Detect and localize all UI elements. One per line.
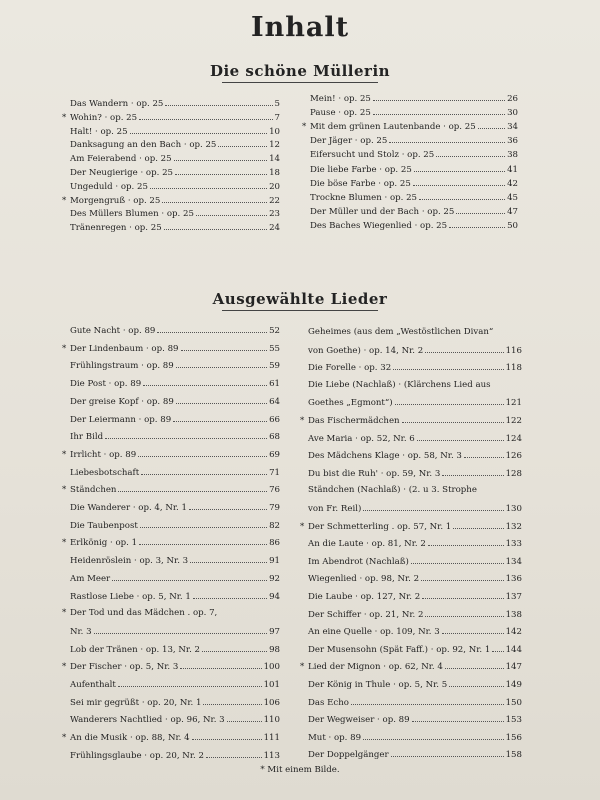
toc-entry	[62, 696, 280, 709]
toc-entry	[300, 660, 522, 673]
toc-entry	[300, 748, 522, 761]
picture-marker: *	[62, 113, 67, 123]
dot-leader	[143, 377, 267, 386]
entry-title: Die Laube · op. 127, Nr. 2	[308, 592, 421, 602]
dot-leader	[180, 660, 261, 669]
entry-title: Der Wegweiser · op. 89	[308, 715, 410, 725]
dot-leader	[373, 106, 505, 115]
entry-page-number: 122	[505, 416, 522, 426]
entry-page-number: 132	[505, 522, 522, 532]
dot-leader	[192, 731, 262, 740]
entry-title: von Goethe) · op. 14, Nr. 2	[308, 346, 424, 356]
toc-entry	[300, 361, 522, 374]
toc-entry	[62, 194, 280, 207]
entry-title: Der Tod und das Mädchen . op. 7,	[70, 608, 218, 618]
entry-title: Das Echo	[308, 698, 349, 708]
entry-page-number: 136	[505, 574, 522, 584]
entry-page-number: 68	[269, 432, 280, 442]
dot-leader	[411, 555, 504, 564]
entry-title: An die Musik · op. 88, Nr. 4	[70, 733, 190, 743]
entry-title: Der Leiermann · op. 89	[70, 415, 172, 425]
entry-title: Gute Nacht · op. 89	[70, 326, 156, 336]
entry-page-number: 106	[263, 698, 280, 708]
entry-page-number: 34	[507, 122, 518, 132]
section-title-underline	[222, 310, 378, 311]
entry-page-number: 124	[505, 434, 522, 444]
entry-title: Am Meer	[70, 574, 111, 584]
dot-leader	[141, 466, 267, 475]
dot-leader	[449, 219, 505, 228]
entry-title: Der Jäger · op. 25	[310, 136, 388, 146]
entry-page-number: 144	[505, 645, 522, 655]
entry-title: Der Neugierige · op. 25	[70, 168, 174, 178]
toc-entry	[300, 713, 522, 726]
dot-leader	[419, 191, 505, 200]
toc-entry	[62, 731, 280, 744]
entry-page-number: 30	[507, 108, 518, 118]
entry-page-number: 100	[263, 662, 280, 672]
picture-marker: *	[62, 662, 67, 672]
picture-marker: *	[300, 662, 305, 672]
dot-leader	[218, 138, 267, 147]
toc-entry	[300, 696, 522, 709]
dot-leader	[164, 221, 267, 230]
entry-page-number: 24	[269, 223, 280, 233]
dot-leader	[157, 324, 267, 333]
entry-page-number: 55	[269, 344, 280, 354]
dot-leader	[445, 660, 504, 669]
dot-leader	[412, 713, 504, 722]
entry-page-number: 5	[274, 99, 280, 109]
dot-leader	[453, 520, 503, 529]
toc-entry	[302, 92, 518, 105]
entry-page-number: 69	[269, 450, 280, 460]
dot-leader	[112, 572, 267, 581]
toc-entry	[300, 678, 522, 691]
entry-page-number: 92	[269, 574, 280, 584]
dot-leader	[442, 625, 504, 634]
entry-page-number: 118	[505, 363, 522, 373]
toc-entry	[300, 731, 522, 744]
entry-page-number: 18	[269, 168, 280, 178]
toc-entry	[62, 138, 280, 151]
dot-leader	[363, 731, 504, 740]
entry-title: Aufenthalt	[70, 680, 116, 690]
entry-title: Die Forelle · op. 32	[308, 363, 392, 373]
entry-title: Ungeduld · op. 25	[70, 182, 148, 192]
dot-leader	[421, 572, 504, 581]
toc-entry	[62, 466, 280, 479]
toc-entry	[300, 379, 522, 391]
entry-title: Pause · op. 25	[310, 108, 371, 118]
entry-page-number: 134	[505, 557, 522, 567]
entry-page-number: 45	[507, 193, 518, 203]
entry-page-number: 47	[507, 207, 518, 217]
dot-leader	[436, 148, 505, 157]
toc-entry	[300, 643, 522, 656]
entry-page-number: 59	[269, 361, 280, 371]
toc-entry	[302, 219, 518, 232]
dot-leader	[105, 430, 267, 439]
toc-entry	[300, 432, 522, 445]
section-title-text: Ausgewählte Lieder	[212, 290, 388, 308]
dot-leader	[456, 205, 505, 214]
dot-leader	[165, 97, 272, 106]
footnote: * Mit einem Bilde.	[260, 765, 340, 775]
entry-page-number: 12	[269, 140, 280, 150]
toc-entry	[62, 152, 280, 165]
entry-title: Des Baches Wiegenlied · op. 25	[310, 221, 448, 231]
dot-leader	[413, 177, 505, 186]
entry-page-number: 116	[505, 346, 522, 356]
dot-leader	[428, 537, 504, 546]
dot-leader	[174, 152, 267, 161]
picture-marker: *	[62, 450, 67, 460]
toc-entry	[62, 749, 280, 762]
dot-leader	[175, 166, 267, 175]
entry-title: An die Laute · op. 81, Nr. 2	[308, 539, 426, 549]
entry-title: Die böse Farbe · op. 25	[310, 179, 411, 189]
entry-title: Am Feierabend · op. 25	[70, 154, 172, 164]
toc-entry	[302, 177, 518, 190]
entry-title: Der König in Thule · op. 5, Nr. 5	[308, 680, 448, 690]
entry-page-number: 126	[505, 451, 522, 461]
entry-title: Der Musensohn (Spät Faff.) · op. 92, Nr. 1	[308, 645, 491, 655]
toc-entry	[300, 590, 522, 603]
dot-leader	[118, 678, 262, 687]
entry-page-number: 66	[269, 415, 280, 425]
toc-entry	[62, 678, 280, 691]
entry-page-number: 121	[505, 398, 522, 408]
entry-page-number: 137	[505, 592, 522, 602]
entry-title: Der Schiffer · op. 21, Nr. 2	[308, 610, 424, 620]
entry-page-number: 26	[507, 94, 518, 104]
dot-leader	[227, 713, 262, 722]
toc-entry	[302, 134, 518, 147]
entry-title: Das Wandern · op. 25	[70, 99, 164, 109]
entry-title: Lob der Tränen · op. 13, Nr. 2	[70, 645, 201, 655]
toc-entry	[300, 467, 522, 480]
dot-leader	[422, 590, 503, 599]
entry-page-number: 82	[269, 521, 280, 531]
entry-title: Frühlingstraum · op. 89	[70, 361, 174, 371]
picture-marker: *	[300, 522, 305, 532]
entry-title: Der Müller und der Bach · op. 25	[310, 207, 455, 217]
toc-entry	[62, 607, 280, 619]
toc-entry	[300, 608, 522, 621]
entry-title: Der greise Kopf · op. 89	[70, 397, 174, 407]
toc-entry	[62, 111, 280, 124]
dot-leader	[442, 467, 503, 476]
entry-title: Danksagung an den Bach · op. 25	[70, 140, 217, 150]
entry-page-number: 153	[505, 715, 522, 725]
toc-entry	[300, 396, 522, 409]
picture-marker: *	[62, 196, 67, 206]
toc-entry	[300, 555, 522, 568]
dot-leader	[391, 748, 504, 757]
entry-title: Die Liebe (Nachlaß) · (Klärchens Lied aus	[308, 380, 491, 390]
entry-page-number: 113	[263, 751, 280, 761]
entry-title: Der Fischer · op. 5, Nr. 3	[70, 662, 179, 672]
toc-entry	[302, 191, 518, 204]
entry-title: Heidenröslein · op. 3, Nr. 3	[70, 556, 189, 566]
entry-page-number: 110	[263, 715, 280, 725]
picture-marker: *	[62, 538, 67, 548]
entry-title: Frühlingsglaube · op. 20, Nr. 2	[70, 751, 204, 761]
toc-entry	[62, 625, 280, 638]
section-title-text: Die schöne Müllerin	[209, 62, 391, 80]
entry-title: Die Post · op. 89	[70, 379, 142, 389]
entry-page-number: 14	[269, 154, 280, 164]
dot-leader	[395, 396, 504, 405]
entry-title: Mit dem grünen Lautenbande · op. 25	[310, 122, 476, 132]
dot-leader	[206, 749, 262, 758]
picture-marker: *	[62, 344, 67, 354]
dot-leader	[414, 163, 505, 172]
toc-entry	[62, 413, 280, 426]
entry-title: Der Schmetterling . op. 57, Nr. 1	[308, 522, 452, 532]
entry-page-number: 150	[505, 698, 522, 708]
entry-page-number: 52	[269, 326, 280, 336]
dot-leader	[373, 92, 505, 101]
toc-entry	[302, 205, 518, 218]
entry-page-number: 38	[507, 150, 518, 160]
entry-title: Der Doppelgänger	[308, 750, 389, 760]
entry-page-number: 91	[269, 556, 280, 566]
entry-page-number: 149	[505, 680, 522, 690]
entry-title: Nr. 3	[70, 627, 92, 637]
dot-leader	[196, 207, 267, 216]
dot-leader	[425, 608, 503, 617]
section-title-mullerin	[0, 62, 600, 83]
entry-page-number: 64	[269, 397, 280, 407]
toc-entry	[300, 344, 522, 357]
dot-leader	[203, 696, 261, 705]
toc-entry	[62, 207, 280, 220]
entry-title: Ständchen (Nachlaß) · (2. u 3. Strophe	[308, 485, 477, 495]
toc-entry	[62, 166, 280, 179]
entry-title: Morgengruß · op. 25	[70, 196, 161, 206]
dot-leader	[139, 111, 272, 120]
entry-title: Das Fischermädchen	[308, 416, 400, 426]
picture-marker: *	[302, 122, 307, 132]
toc-entry	[300, 484, 522, 496]
dot-leader	[176, 395, 267, 404]
dot-leader	[402, 414, 504, 423]
toc-entry	[62, 359, 280, 372]
entry-page-number: 22	[269, 196, 280, 206]
toc-entry	[62, 713, 280, 726]
dot-leader	[464, 449, 504, 458]
entry-title: Im Abendrot (Nachlaß)	[308, 557, 409, 567]
dot-leader	[393, 361, 503, 370]
entry-title: Ave Maria · op. 52, Nr. 6	[308, 434, 415, 444]
toc-entry	[62, 97, 280, 110]
entry-title: Wohin? · op. 25	[70, 113, 138, 123]
dot-leader	[190, 554, 267, 563]
toc-entry	[62, 324, 280, 337]
entry-title: Mein! · op. 25	[310, 94, 371, 104]
entry-title: Irrlicht · op. 89	[70, 450, 137, 460]
toc-entry	[300, 414, 522, 427]
dot-leader	[173, 413, 267, 422]
entry-page-number: 61	[269, 379, 280, 389]
entry-page-number: 36	[507, 136, 518, 146]
entry-page-number: 86	[269, 538, 280, 548]
section-title-underline	[222, 82, 378, 83]
entry-page-number: 10	[269, 127, 280, 137]
dot-leader	[118, 483, 267, 492]
dot-leader	[425, 344, 503, 353]
dot-leader	[162, 194, 267, 203]
entry-title: Du bist die Ruh' · op. 59, Nr. 3	[308, 469, 441, 479]
dot-leader	[417, 432, 504, 441]
entry-title: Tränenregen · op. 25	[70, 223, 162, 233]
toc-entry	[62, 572, 280, 585]
entry-page-number: 130	[505, 504, 522, 514]
entry-page-number: 128	[505, 469, 522, 479]
toc-entry	[302, 148, 518, 161]
entry-title: An eine Quelle · op. 109, Nr. 3	[308, 627, 440, 637]
picture-marker: *	[62, 608, 67, 618]
toc-entry	[300, 625, 522, 638]
toc-entry	[62, 430, 280, 443]
toc-entry	[62, 643, 280, 656]
entry-title: Geheimes (aus dem „Westöstlichen Divan“	[308, 327, 494, 337]
section-title-lieder	[0, 290, 600, 311]
toc-entry	[62, 448, 280, 461]
entry-page-number: 147	[505, 662, 522, 672]
entry-title: Ihr Bild	[70, 432, 104, 442]
toc-entry	[62, 395, 280, 408]
toc-entry	[62, 221, 280, 234]
entry-title: Des Müllers Blumen · op. 25	[70, 209, 194, 219]
toc-entry	[300, 537, 522, 550]
entry-page-number: 133	[505, 539, 522, 549]
dot-leader	[193, 590, 267, 599]
toc-entry	[62, 483, 280, 496]
entry-title: Liebesbotschaft	[70, 468, 140, 478]
dot-leader	[94, 625, 267, 634]
toc-entry	[300, 572, 522, 585]
entry-page-number: 42	[507, 179, 518, 189]
dot-leader	[492, 643, 503, 652]
entry-title: Trockne Blumen · op. 25	[310, 193, 418, 203]
toc-entry	[62, 180, 280, 193]
dot-leader	[139, 536, 267, 545]
toc-entry	[62, 554, 280, 567]
entry-page-number: 158	[505, 750, 522, 760]
toc-entry	[62, 660, 280, 673]
entry-page-number: 111	[263, 733, 280, 743]
dot-leader	[363, 502, 503, 511]
toc-entry	[302, 163, 518, 176]
toc-entry	[62, 501, 280, 514]
picture-marker: *	[62, 733, 67, 743]
toc-entry	[62, 590, 280, 603]
toc-entry	[300, 326, 522, 338]
entry-title: Rastlose Liebe · op. 5, Nr. 1	[70, 592, 191, 602]
entry-title: Sei mir gegrüßt · op. 20, Nr. 1	[70, 698, 202, 708]
picture-marker: *	[300, 416, 305, 426]
entry-title: von Fr. Reil)	[308, 504, 362, 514]
entry-page-number: 138	[505, 610, 522, 620]
entry-title: Die Taubenpost	[70, 521, 138, 531]
entry-page-number: 23	[269, 209, 280, 219]
dot-leader	[181, 342, 268, 351]
toc-entry	[302, 120, 518, 133]
entry-page-number: 98	[269, 645, 280, 655]
page-title: Inhalt	[250, 12, 350, 43]
dot-leader	[351, 696, 504, 705]
entry-title: Lied der Mignon · op. 62, Nr. 4	[308, 662, 443, 672]
toc-entry	[302, 106, 518, 119]
entry-page-number: 97	[269, 627, 280, 637]
entry-title: Ständchen	[70, 485, 117, 495]
dot-leader	[202, 643, 267, 652]
entry-title: Erlkönig · op. 1	[70, 538, 138, 548]
entry-page-number: 142	[505, 627, 522, 637]
dot-leader	[189, 501, 267, 510]
entry-title: Halt! · op. 25	[70, 127, 128, 137]
entry-title: Mut · op. 89	[308, 733, 362, 743]
entry-title: Die Wanderer · op. 4, Nr. 1	[70, 503, 187, 513]
picture-marker: *	[62, 485, 67, 495]
dot-leader	[449, 678, 503, 687]
dot-leader	[478, 120, 505, 129]
entry-title: Der Lindenbaum · op. 89	[70, 344, 179, 354]
entry-page-number: 41	[507, 165, 518, 175]
entry-page-number: 50	[507, 221, 518, 231]
toc-entry	[62, 342, 280, 355]
entry-title: Die liebe Farbe · op. 25	[310, 165, 412, 175]
toc-entry	[300, 449, 522, 462]
entry-title: Wiegenlied · op. 98, Nr. 2	[308, 574, 420, 584]
toc-entry	[62, 536, 280, 549]
entry-title: Eifersucht und Stolz · op. 25	[310, 150, 435, 160]
entry-page-number: 156	[505, 733, 522, 743]
entry-title: Wanderers Nachtlied · op. 96, Nr. 3	[70, 715, 225, 725]
entry-page-number: 79	[269, 503, 280, 513]
dot-leader	[150, 180, 267, 189]
entry-title: Des Mädchens Klage · op. 58, Nr. 3	[308, 451, 462, 461]
toc-entry	[62, 125, 280, 138]
toc-entry	[62, 377, 280, 390]
dot-leader	[176, 359, 267, 368]
entry-page-number: 101	[263, 680, 280, 690]
dot-leader	[138, 448, 267, 457]
entry-page-number: 76	[269, 485, 280, 495]
entry-page-number: 7	[274, 113, 280, 123]
dot-leader	[389, 134, 505, 143]
toc-entry	[62, 519, 280, 532]
entry-page-number: 20	[269, 182, 280, 192]
entry-page-number: 71	[269, 468, 280, 478]
dot-leader	[130, 125, 268, 134]
dot-leader	[140, 519, 267, 528]
toc-entry	[300, 520, 522, 533]
entry-title: Goethes „Egmont“)	[308, 398, 393, 408]
entry-page-number: 94	[269, 592, 280, 602]
toc-entry	[300, 502, 522, 515]
